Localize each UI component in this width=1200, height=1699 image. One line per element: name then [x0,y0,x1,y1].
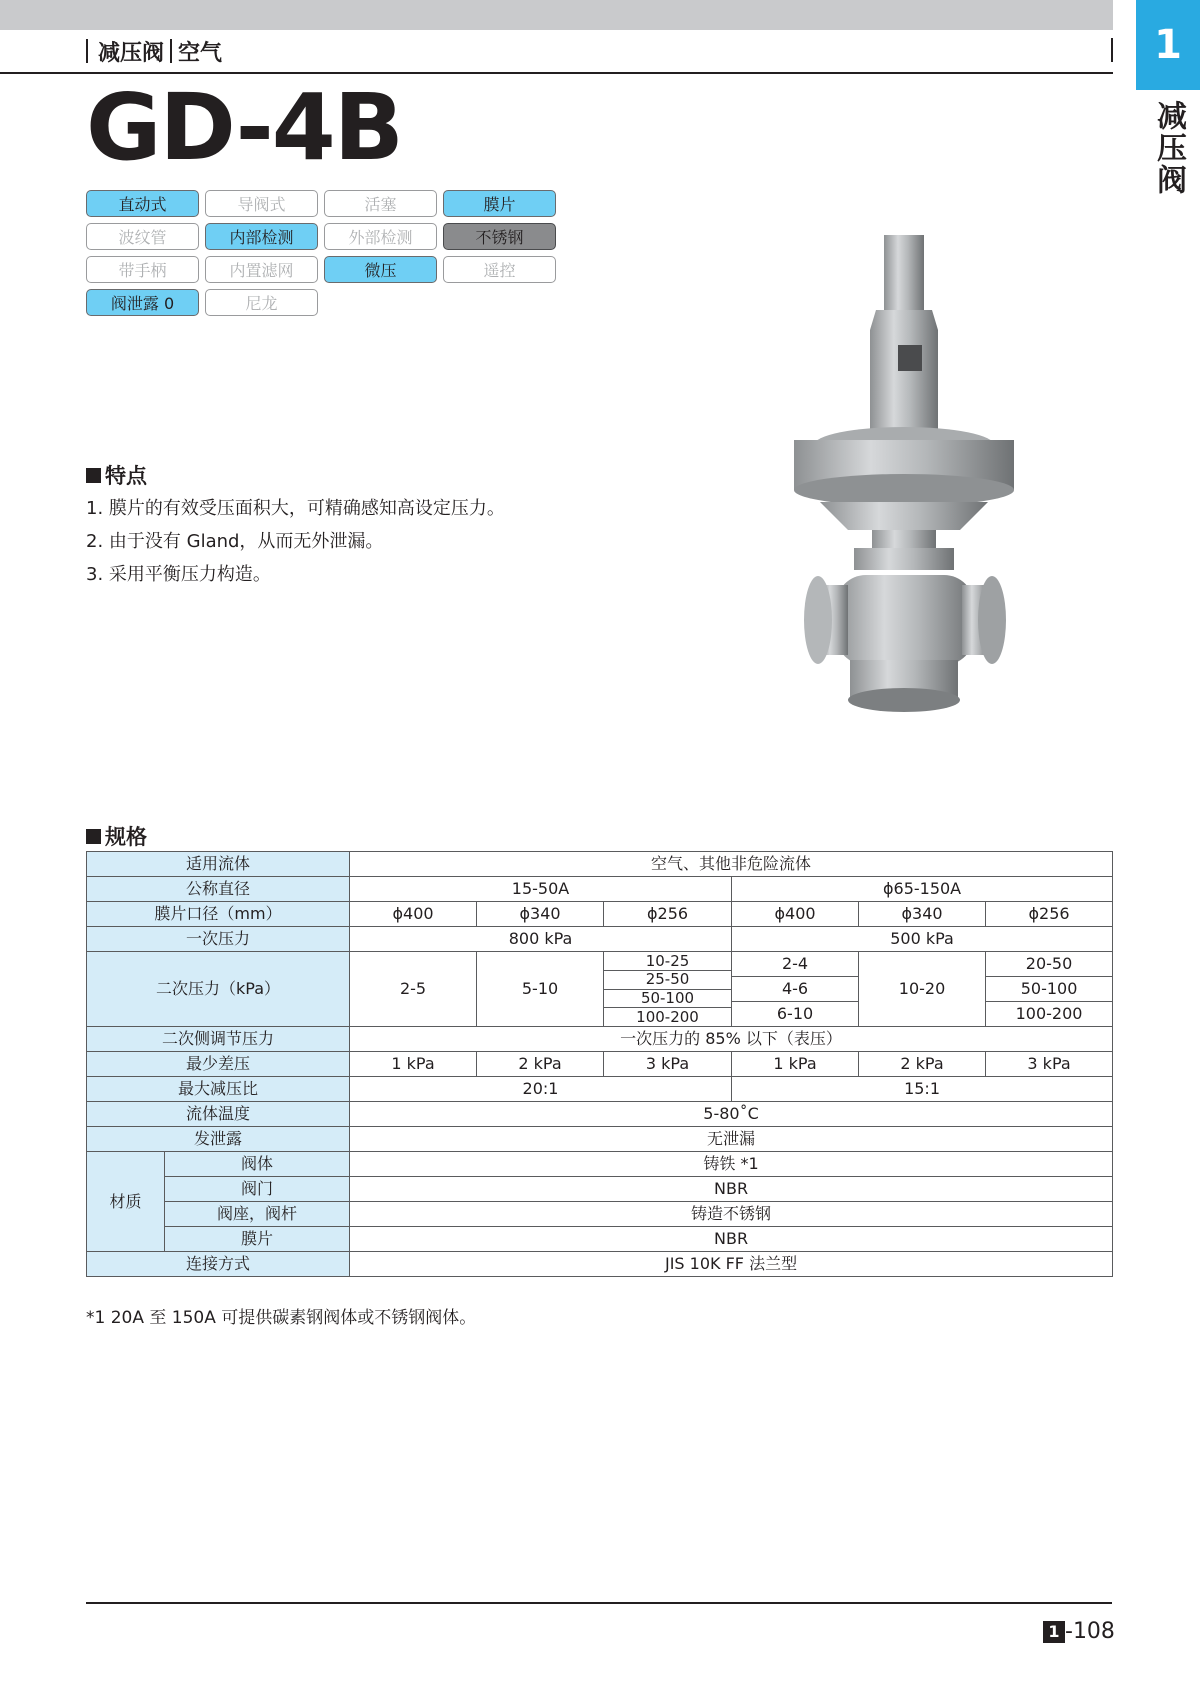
page-chapter: 1 [1043,1621,1065,1643]
range-value: 6-10 [776,1004,814,1024]
range-value: 10-25 [604,952,731,971]
tag: 波纹管 [86,223,199,250]
footer-rule [86,1602,1112,1604]
cell: JIS 10K FF 法兰型 [350,1252,1113,1277]
row-label: 阀体 [165,1152,350,1177]
table-row [87,927,1113,952]
tag: 尼龙 [205,289,318,316]
cell: 3 kPa [986,1052,1113,1077]
cell: 500 kPa [732,927,1113,952]
tag: 不锈钢 [443,223,556,250]
cell: 5-10 [477,952,604,1027]
tag: 外部检测 [324,223,437,250]
cell: ϕ400 [350,902,477,927]
row-label: 发泄露 [87,1127,350,1152]
cell: ϕ65-150A [732,877,1113,902]
spec-heading-text: 规格 [105,825,147,849]
page-num: -108 [1065,1619,1115,1644]
range-value: 100-200 [636,1007,699,1026]
cell: 800 kPa [350,927,732,952]
feature-item: 1. 膜片的有效受压面积大，可精确感知高设定压力。 [86,498,505,519]
cell: 空气、其他非危险流体 [350,852,1113,877]
cell: 15:1 [732,1077,1113,1102]
cell: 10-20 [859,952,986,1027]
table-row [87,902,1113,927]
table-row [87,877,1113,902]
row-label: 最大减压比 [87,1077,350,1102]
tag: 内部检测 [205,223,318,250]
table-row [87,1152,1113,1177]
cell: 1 kPa [732,1052,859,1077]
cell: 铸造不锈钢 [350,1202,1113,1227]
cell [986,952,1113,1027]
cell: 15-50A [350,877,732,902]
cell [604,952,732,1027]
cell: ϕ340 [477,902,604,927]
table-row [87,1202,1113,1227]
footnote: *1 20A 至 150A 可提供碳素钢阀体或不锈钢阀体。 [86,1308,477,1328]
table-row [87,1177,1113,1202]
tag: 活塞 [324,190,437,217]
features-list [86,492,505,591]
row-label: 公称直径 [87,877,350,902]
tag: 膜片 [443,190,556,217]
cell: 无泄漏 [350,1127,1113,1152]
row-label: 最少差压 [87,1052,350,1077]
cell: ϕ400 [732,902,859,927]
cell: NBR [350,1177,1113,1202]
divider [86,39,88,63]
tag: 直动式 [86,190,199,217]
square-bullet-icon [86,829,101,844]
cell: 3 kPa [604,1052,732,1077]
valve-photo [780,230,1040,750]
cell: 2-5 [350,952,477,1027]
row-label: 二次侧调节压力 [87,1027,350,1052]
row-label: 连接方式 [87,1252,350,1277]
cell: NBR [350,1227,1113,1252]
breadcrumb [86,36,222,66]
row-label: 二次压力（kPa） [87,952,350,1027]
row-label: 阀门 [165,1177,350,1202]
breadcrumb-category: 减压阀 [98,40,165,66]
top-band [0,0,1113,30]
cell: 2 kPa [859,1052,986,1077]
tag: 微压 [324,256,437,283]
cell: 铸铁 *1 [350,1152,1113,1177]
range-value: 4-6 [732,977,858,1002]
range-value: 20-50 [986,952,1112,977]
cell: ϕ340 [859,902,986,927]
divider [170,39,172,63]
row-label: 膜片 [165,1227,350,1252]
row-label: 流体温度 [87,1102,350,1127]
feature-item: 3. 采用平衡压力构造。 [86,564,271,585]
side-label: 减压阀 [1151,100,1186,196]
table-row [87,1077,1113,1102]
table-row [87,1252,1113,1277]
cell: 2 kPa [477,1052,604,1077]
table-row [87,852,1113,877]
table-row [87,1027,1113,1052]
cell: 一次压力的 85% 以下（表压） [350,1027,1113,1052]
row-label: 一次压力 [87,927,350,952]
table-row [87,1102,1113,1127]
model-title: GD-4B [86,74,402,181]
cell: ϕ256 [986,902,1113,927]
cell: 1 kPa [350,1052,477,1077]
features-heading [86,460,147,490]
cell: ϕ256 [604,902,732,927]
square-bullet-icon [86,468,101,483]
divider [1111,38,1113,62]
tag: 阀泄露 0 [86,289,199,316]
range-value: 50-100 [604,990,731,1009]
tag: 遥控 [443,256,556,283]
tag: 内置滤网 [205,256,318,283]
range-value: 2-4 [732,952,858,977]
cell: 5-80˚C [350,1102,1113,1127]
features-heading-text: 特点 [105,464,147,488]
tag: 导阀式 [205,190,318,217]
row-group-label: 材质 [87,1152,165,1252]
chapter-tab: 1 [1136,0,1200,90]
range-value: 100-200 [1015,1004,1083,1024]
spec-heading [86,821,147,851]
row-label: 膜片口径（mm） [87,902,350,927]
row-label: 阀座，阀杆 [165,1202,350,1227]
feature-item: 2. 由于没有 Gland，从而无外泄漏。 [86,531,384,552]
cell: 20:1 [350,1077,732,1102]
table-row [87,952,1113,1027]
table-row [87,1227,1113,1252]
tag: 带手柄 [86,256,199,283]
table-row [87,1127,1113,1152]
breadcrumb-subcategory: 空气 [178,40,223,66]
row-label: 适用流体 [87,852,350,877]
cell [732,952,859,1027]
range-value: 25-50 [604,971,731,990]
table-row [87,1052,1113,1077]
spec-table [86,851,1113,1277]
range-value: 50-100 [986,977,1112,1002]
page-number [1043,1619,1115,1644]
